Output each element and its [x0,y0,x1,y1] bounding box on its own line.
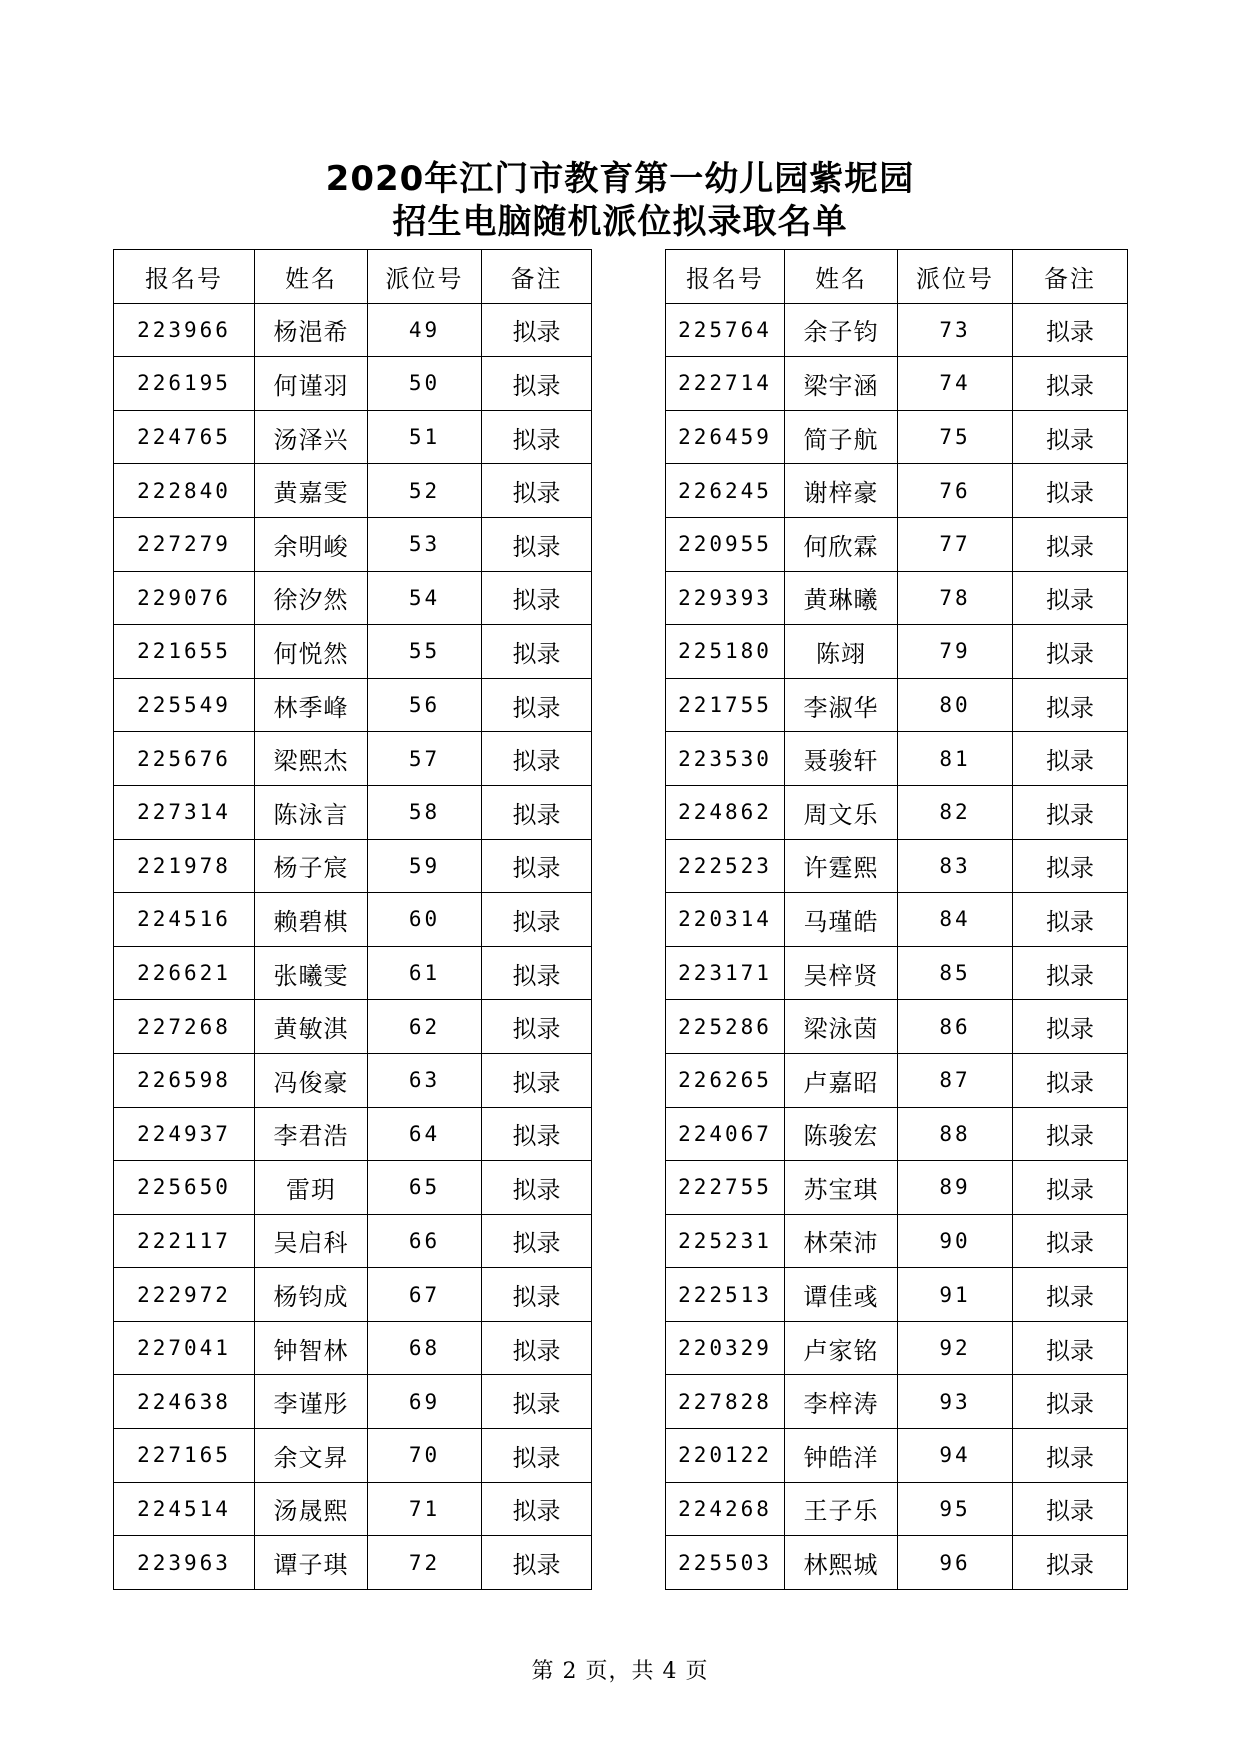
remarks-cell: 拟录 [1013,1268,1128,1322]
student-name-cell: 吴启科 [255,1214,368,1268]
registration-number-cell: 224638 [114,1375,255,1429]
remarks-cell: 拟录 [482,732,592,786]
remarks-cell: 拟录 [482,464,592,518]
table-row [666,1214,1128,1268]
remarks-cell: 拟录 [482,839,592,893]
remarks-cell: 拟录 [1013,1000,1128,1054]
registration-number-cell: 222972 [114,1268,255,1322]
remarks-cell: 拟录 [482,1268,592,1322]
student-name-cell: 钟皓洋 [785,1429,898,1483]
allocation-number-cell: 82 [898,785,1013,839]
student-name-cell: 卢家铭 [785,1321,898,1375]
remarks-cell: 拟录 [482,1161,592,1215]
student-name-cell: 赖碧棋 [255,893,368,947]
remarks-cell: 拟录 [1013,678,1128,732]
allocation-number-cell: 53 [368,517,482,571]
registration-number-cell: 225503 [666,1536,785,1590]
allocation-number-cell: 67 [368,1268,482,1322]
remarks-cell: 拟录 [482,1429,592,1483]
remarks-cell: 拟录 [482,303,592,357]
allocation-number-cell: 77 [898,517,1013,571]
page-number-footer: 第 2 页，共 4 页 [531,1659,709,1684]
header-registration-number: 报名号 [114,250,255,304]
table-row [114,946,592,1000]
registration-number-cell: 222840 [114,464,255,518]
registration-number-cell: 224862 [666,785,785,839]
remarks-cell: 拟录 [1013,1321,1128,1375]
student-name-cell: 汤晟熙 [255,1482,368,1536]
registration-number-cell: 222513 [666,1268,785,1322]
student-name-cell: 李淑华 [785,678,898,732]
allocation-number-cell: 85 [898,946,1013,1000]
registration-number-cell: 227279 [114,517,255,571]
remarks-cell: 拟录 [1013,357,1128,411]
allocation-number-cell: 87 [898,1053,1013,1107]
allocation-number-cell: 95 [898,1482,1013,1536]
table-row [114,1107,592,1161]
allocation-number-cell: 59 [368,839,482,893]
remarks-cell: 拟录 [1013,303,1128,357]
table-row [666,1375,1128,1429]
registration-number-cell: 226621 [114,946,255,1000]
remarks-cell: 拟录 [482,517,592,571]
table-row [666,571,1128,625]
registration-number-cell: 222117 [114,1214,255,1268]
student-name-cell: 黄嘉雯 [255,464,368,518]
table-row [666,785,1128,839]
registration-number-cell: 225286 [666,1000,785,1054]
allocation-number-cell: 91 [898,1268,1013,1322]
allocation-number-cell: 70 [368,1429,482,1483]
header-remarks: 备注 [482,250,592,304]
remarks-cell: 拟录 [482,625,592,679]
remarks-cell: 拟录 [482,893,592,947]
student-name-cell: 梁宇涵 [785,357,898,411]
allocation-number-cell: 56 [368,678,482,732]
remarks-cell: 拟录 [1013,571,1128,625]
allocation-number-cell: 74 [898,357,1013,411]
table-row [114,1214,592,1268]
allocation-number-cell: 88 [898,1107,1013,1161]
table-row [666,1107,1128,1161]
registration-number-cell: 224514 [114,1482,255,1536]
remarks-cell: 拟录 [482,1214,592,1268]
table-header-row [114,250,592,304]
table-row [114,1482,592,1536]
student-name-cell: 陈泳言 [255,785,368,839]
student-name-cell: 马瑾皓 [785,893,898,947]
allocation-number-cell: 89 [898,1161,1013,1215]
student-name-cell: 杨钧成 [255,1268,368,1322]
table-body-left [114,303,592,1589]
allocation-number-cell: 71 [368,1482,482,1536]
allocation-number-cell: 68 [368,1321,482,1375]
table-row [666,303,1128,357]
allocation-number-cell: 86 [898,1000,1013,1054]
table-row [114,1375,592,1429]
student-name-cell: 周文乐 [785,785,898,839]
registration-number-cell: 226195 [114,357,255,411]
registration-number-cell: 227165 [114,1429,255,1483]
allocation-number-cell: 58 [368,785,482,839]
table-row [666,517,1128,571]
admission-table-right [665,249,1128,1590]
allocation-number-cell: 54 [368,571,482,625]
table-row [114,1536,592,1590]
remarks-cell: 拟录 [482,678,592,732]
table-row [666,1429,1128,1483]
allocation-number-cell: 83 [898,839,1013,893]
table-row [666,1321,1128,1375]
remarks-cell: 拟录 [482,410,592,464]
remarks-cell: 拟录 [1013,1053,1128,1107]
registration-number-cell: 225180 [666,625,785,679]
registration-number-cell: 224516 [114,893,255,947]
registration-number-cell: 220314 [666,893,785,947]
registration-number-cell: 221655 [114,625,255,679]
table-row [114,357,592,411]
registration-number-cell: 223171 [666,946,785,1000]
table-row [114,571,592,625]
table-row [114,785,592,839]
remarks-cell: 拟录 [1013,1161,1128,1215]
remarks-cell: 拟录 [1013,1214,1128,1268]
table-row [666,1268,1128,1322]
table-row [666,1536,1128,1590]
student-name-cell: 黄琳曦 [785,571,898,625]
header-allocation-number: 派位号 [368,250,482,304]
remarks-cell: 拟录 [1013,893,1128,947]
student-name-cell: 杨子宸 [255,839,368,893]
table-row [666,464,1128,518]
remarks-cell: 拟录 [482,946,592,1000]
registration-number-cell: 224268 [666,1482,785,1536]
remarks-cell: 拟录 [482,1000,592,1054]
allocation-number-cell: 80 [898,678,1013,732]
allocation-number-cell: 65 [368,1161,482,1215]
table-body-right [666,303,1128,1589]
allocation-number-cell: 62 [368,1000,482,1054]
header-name: 姓名 [255,250,368,304]
registration-number-cell: 226459 [666,410,785,464]
student-name-cell: 吴梓贤 [785,946,898,1000]
table-row [666,357,1128,411]
student-name-cell: 苏宝琪 [785,1161,898,1215]
registration-number-cell: 225549 [114,678,255,732]
allocation-number-cell: 78 [898,571,1013,625]
allocation-number-cell: 84 [898,893,1013,947]
student-name-cell: 卢嘉昭 [785,1053,898,1107]
registration-number-cell: 220122 [666,1429,785,1483]
remarks-cell: 拟录 [1013,785,1128,839]
registration-number-cell: 224937 [114,1107,255,1161]
remarks-cell: 拟录 [1013,1375,1128,1429]
registration-number-cell: 225231 [666,1214,785,1268]
table-row [666,1053,1128,1107]
allocation-number-cell: 81 [898,732,1013,786]
student-name-cell: 张曦雯 [255,946,368,1000]
student-name-cell: 余文昇 [255,1429,368,1483]
remarks-cell: 拟录 [482,571,592,625]
table-row [114,839,592,893]
allocation-number-cell: 60 [368,893,482,947]
allocation-number-cell: 63 [368,1053,482,1107]
remarks-cell: 拟录 [1013,517,1128,571]
allocation-number-cell: 75 [898,410,1013,464]
table-row [114,1161,592,1215]
registration-number-cell: 223530 [666,732,785,786]
student-name-cell: 王子乐 [785,1482,898,1536]
registration-number-cell: 220329 [666,1321,785,1375]
table-row [666,1000,1128,1054]
table-row [114,1268,592,1322]
remarks-cell: 拟录 [1013,1536,1128,1590]
table-row [114,732,592,786]
document-title-line2: 招生电脑随机派位拟录取名单 [392,202,848,242]
student-name-cell: 林荣沛 [785,1214,898,1268]
table-row [114,678,592,732]
allocation-number-cell: 79 [898,625,1013,679]
remarks-cell: 拟录 [1013,464,1128,518]
remarks-cell: 拟录 [482,1536,592,1590]
allocation-number-cell: 76 [898,464,1013,518]
allocation-number-cell: 94 [898,1429,1013,1483]
allocation-number-cell: 90 [898,1214,1013,1268]
student-name-cell: 何谨羽 [255,357,368,411]
header-allocation-number: 派位号 [898,250,1013,304]
registration-number-cell: 226245 [666,464,785,518]
student-name-cell: 余子钧 [785,303,898,357]
student-name-cell: 徐汐然 [255,571,368,625]
registration-number-cell: 223963 [114,1536,255,1590]
remarks-cell: 拟录 [1013,839,1128,893]
student-name-cell: 简子航 [785,410,898,464]
document-title-line1: 2020年江门市教育第一幼儿园紫坭园 [325,159,915,199]
header-name: 姓名 [785,250,898,304]
registration-number-cell: 226598 [114,1053,255,1107]
allocation-number-cell: 55 [368,625,482,679]
registration-number-cell: 225650 [114,1161,255,1215]
remarks-cell: 拟录 [482,1053,592,1107]
allocation-number-cell: 69 [368,1375,482,1429]
student-name-cell: 余明峻 [255,517,368,571]
remarks-cell: 拟录 [482,357,592,411]
remarks-cell: 拟录 [1013,732,1128,786]
allocation-number-cell: 96 [898,1536,1013,1590]
student-name-cell: 杨浥希 [255,303,368,357]
remarks-cell: 拟录 [1013,1482,1128,1536]
student-name-cell: 何欣霖 [785,517,898,571]
student-name-cell: 梁熙杰 [255,732,368,786]
allocation-number-cell: 92 [898,1321,1013,1375]
student-name-cell: 何悦然 [255,625,368,679]
student-name-cell: 黄敏淇 [255,1000,368,1054]
allocation-number-cell: 64 [368,1107,482,1161]
table-row [114,1429,592,1483]
allocation-number-cell: 66 [368,1214,482,1268]
table-row [666,893,1128,947]
student-name-cell: 陈翊 [785,625,898,679]
table-row [666,839,1128,893]
allocation-number-cell: 93 [898,1375,1013,1429]
table-row [114,1321,592,1375]
allocation-number-cell: 61 [368,946,482,1000]
remarks-cell: 拟录 [1013,625,1128,679]
allocation-number-cell: 49 [368,303,482,357]
student-name-cell: 谭子琪 [255,1536,368,1590]
registration-number-cell: 222523 [666,839,785,893]
table-row [114,1000,592,1054]
table-row [666,946,1128,1000]
registration-number-cell: 227041 [114,1321,255,1375]
remarks-cell: 拟录 [482,785,592,839]
registration-number-cell: 221755 [666,678,785,732]
student-name-cell: 汤泽兴 [255,410,368,464]
remarks-cell: 拟录 [482,1375,592,1429]
allocation-number-cell: 72 [368,1536,482,1590]
table-row [114,625,592,679]
remarks-cell: 拟录 [1013,410,1128,464]
student-name-cell: 林熙城 [785,1536,898,1590]
student-name-cell: 李梓涛 [785,1375,898,1429]
registration-number-cell: 225764 [666,303,785,357]
registration-number-cell: 224765 [114,410,255,464]
registration-number-cell: 222714 [666,357,785,411]
table-row [114,303,592,357]
registration-number-cell: 224067 [666,1107,785,1161]
allocation-number-cell: 51 [368,410,482,464]
student-name-cell: 雷玥 [255,1161,368,1215]
table-row [666,678,1128,732]
registration-number-cell: 227268 [114,1000,255,1054]
table-row [666,732,1128,786]
remarks-cell: 拟录 [482,1482,592,1536]
student-name-cell: 谢梓豪 [785,464,898,518]
remarks-cell: 拟录 [482,1107,592,1161]
remarks-cell: 拟录 [1013,946,1128,1000]
student-name-cell: 聂骏轩 [785,732,898,786]
student-name-cell: 谭佳彧 [785,1268,898,1322]
table-row [114,464,592,518]
student-name-cell: 李谨彤 [255,1375,368,1429]
student-name-cell: 冯俊豪 [255,1053,368,1107]
table-row [666,1161,1128,1215]
registration-number-cell: 220955 [666,517,785,571]
allocation-number-cell: 57 [368,732,482,786]
registration-number-cell: 223966 [114,303,255,357]
remarks-cell: 拟录 [1013,1107,1128,1161]
registration-number-cell: 227828 [666,1375,785,1429]
student-name-cell: 钟智林 [255,1321,368,1375]
student-name-cell: 许霆熙 [785,839,898,893]
registration-number-cell: 229076 [114,571,255,625]
allocation-number-cell: 52 [368,464,482,518]
student-name-cell: 李君浩 [255,1107,368,1161]
table-row [666,625,1128,679]
header-remarks: 备注 [1013,250,1128,304]
student-name-cell: 陈骏宏 [785,1107,898,1161]
table-row [114,410,592,464]
remarks-cell: 拟录 [482,1321,592,1375]
registration-number-cell: 229393 [666,571,785,625]
table-row [114,517,592,571]
allocation-number-cell: 73 [898,303,1013,357]
student-name-cell: 梁泳茵 [785,1000,898,1054]
admission-table-left [113,249,592,1590]
registration-number-cell: 222755 [666,1161,785,1215]
table-header-row [666,250,1128,304]
table-row [666,410,1128,464]
table-row [114,1053,592,1107]
registration-number-cell: 225676 [114,732,255,786]
registration-number-cell: 221978 [114,839,255,893]
registration-number-cell: 226265 [666,1053,785,1107]
table-row [666,1482,1128,1536]
header-registration-number: 报名号 [666,250,785,304]
allocation-number-cell: 50 [368,357,482,411]
remarks-cell: 拟录 [1013,1429,1128,1483]
table-row [114,893,592,947]
registration-number-cell: 227314 [114,785,255,839]
student-name-cell: 林季峰 [255,678,368,732]
